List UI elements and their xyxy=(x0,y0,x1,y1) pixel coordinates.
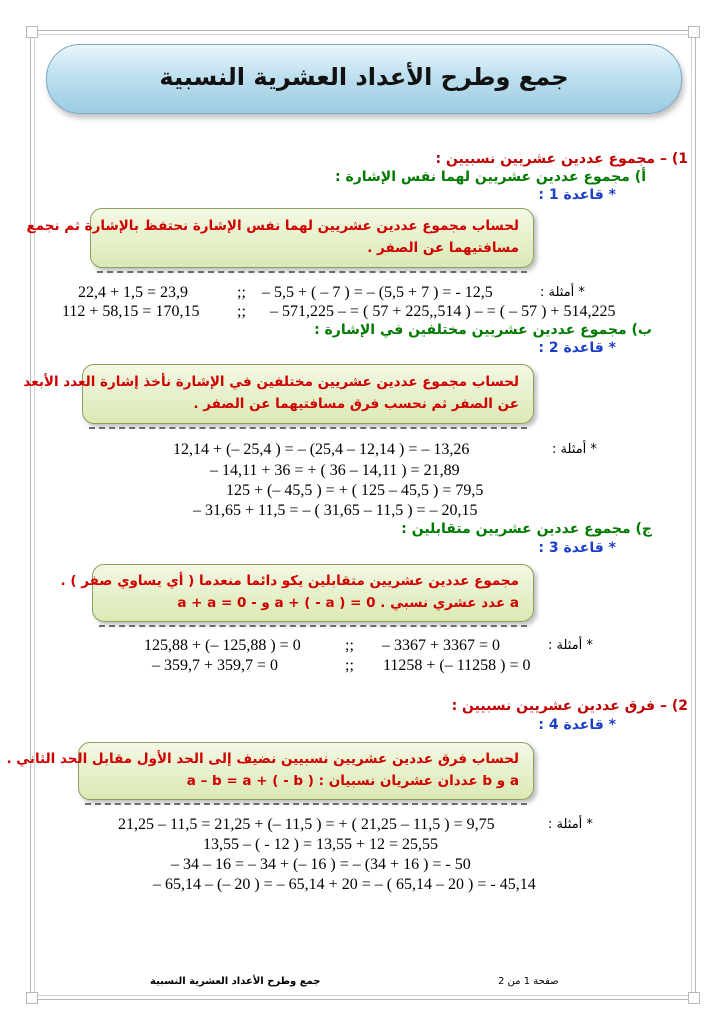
examples-label: * أمثلة : xyxy=(548,638,593,653)
section-2-heading: 2) – فرق عددين عشريين نسبيين : xyxy=(451,698,688,714)
example-3-line1-right: – 3367 + 3367 = 0 xyxy=(382,637,501,654)
rule-1-label: * قاعدة 1 : xyxy=(538,187,616,203)
page-title: جمع وطرح الأعداد العشرية النسبية xyxy=(159,63,569,91)
example-1a-right: 12,5 - = ( 7 + 5,5) – = ( 7 – ) + 5,5 – xyxy=(262,284,493,301)
border-corner xyxy=(26,992,38,1004)
example-1a-left: 22,4 + 1,5 = 23,9 xyxy=(78,284,189,301)
rule-1-text-line2: مسافتيهما عن الصفر . xyxy=(367,240,519,256)
example-4-line2: 13,55 – ( - 12 ) = 13,55 + 12 = 25,55 xyxy=(203,836,439,853)
example-3-line2-right: 11258 + (– 11258 ) = 0 xyxy=(383,657,531,674)
rule-1-text-line1: لحساب مجموع عددين عشريين لهما نفس الإشارة نحتفظ بالإشارة ثم نجمع xyxy=(26,218,519,234)
rule-2-box xyxy=(23,364,534,424)
rule-2-label: * قاعدة 2 : xyxy=(538,340,616,356)
rule-3-text-line2: a عدد عشري نسبي . a + ( - a ) = 0 و - a + a = 0 xyxy=(177,595,519,611)
example-2-line2: – 14,11 + 36 = + ( 36 – 14,11 ) = 21,89 xyxy=(210,462,460,479)
rule-3-label: * قاعدة 3 : xyxy=(538,540,616,556)
examples-label: * أمثلة : xyxy=(548,817,593,832)
separator: ;; xyxy=(345,657,354,674)
example-4-line3: – 34 – 16 = – 34 + (– 16 ) = – (34 + 16 ) = - 50 xyxy=(171,856,471,873)
example-2-line4: – 31,65 + 11,5 = – ( 31,65 – 11,5 ) = – 20,15 xyxy=(193,502,478,519)
rule-4-box xyxy=(6,742,534,800)
rule-4-text-line1: لحساب فرق عددين عشريين نسبيين نضيف إلى الحد الأول مقابل الحد الثاني . xyxy=(6,751,519,767)
rule-2-text-line1: لحساب مجموع عددين عشريين مختلفين في الإشارة نأخذ إشارة العدد الأبعد xyxy=(23,374,519,390)
example-1b-left: 112 + 58,15 = 170,15 xyxy=(62,303,200,320)
subsection-b-heading: ب) مجموع عددين عشريين مختلفين في الإشارة : xyxy=(314,322,652,338)
rule-3-text-line1: مجموع عددين عشريين متقابلين يكو دائما منعدما ( أي يساوي صفر ) . xyxy=(60,573,519,589)
rule-4-text-line2: a و b عددان عشريان نسبيان : a – b = a + ( - b ) xyxy=(186,773,519,789)
example-4-line1: 21,25 – 11,5 = 21,25 + (– 11,5 ) = + ( 21,25 – 11,5 ) = 9,75 xyxy=(118,816,495,833)
examples-label: * أمثلة : xyxy=(552,442,597,457)
border-corner xyxy=(26,26,38,38)
rule-2-text-line2: عن الصفر ثم نحسب فرق مسافتيهما عن الصفر . xyxy=(193,396,519,412)
border-corner xyxy=(688,26,700,38)
border-corner xyxy=(688,992,700,1004)
separator: ;; xyxy=(345,637,354,654)
rule-3-box xyxy=(60,564,534,622)
rule-1-box xyxy=(26,208,534,268)
title-banner xyxy=(46,44,682,114)
separator: ;; xyxy=(237,284,246,301)
footer-page-number: صفحة 1 من 2 xyxy=(498,976,559,987)
example-4-line4: – 65,14 – (– 20 ) = – 65,14 + 20 = – ( 65,14 – 20 ) = - 45,14 xyxy=(153,876,536,893)
example-3-line1-left: 125,88 + (– 125,88 ) = 0 xyxy=(144,637,301,654)
subsection-c-heading: ج) مجموع عددين عشريين متقابلين : xyxy=(401,521,652,537)
separator: ;; xyxy=(237,303,246,320)
example-2-line3: 125 + (– 45,5 ) = + ( 125 – 45,5 ) = 79,5 xyxy=(226,482,484,499)
footer-doc-title: جمع وطرح الأعداد العشرية النسبية xyxy=(150,976,321,987)
example-1b-right: 514,225 + ( 57 – ) = – ( 514,,225 + 57 ) = – 571,225 – xyxy=(270,303,616,320)
examples-label: * أمثلة : xyxy=(540,285,585,300)
rule-4-label: * قاعدة 4 : xyxy=(538,717,616,733)
subsection-a-heading: أ) مجموع عددين عشريين لهما نفس الإشارة : xyxy=(334,169,646,185)
example-3-line2-left: – 359,7 + 359,7 = 0 xyxy=(152,657,279,674)
section-1-heading: 1) – مجموع عددين عشريين نسبيين : xyxy=(435,151,688,167)
example-2-line1: 12,14 + (– 25,4 ) = – (25,4 – 12,14 ) = – 13,26 xyxy=(173,441,470,458)
